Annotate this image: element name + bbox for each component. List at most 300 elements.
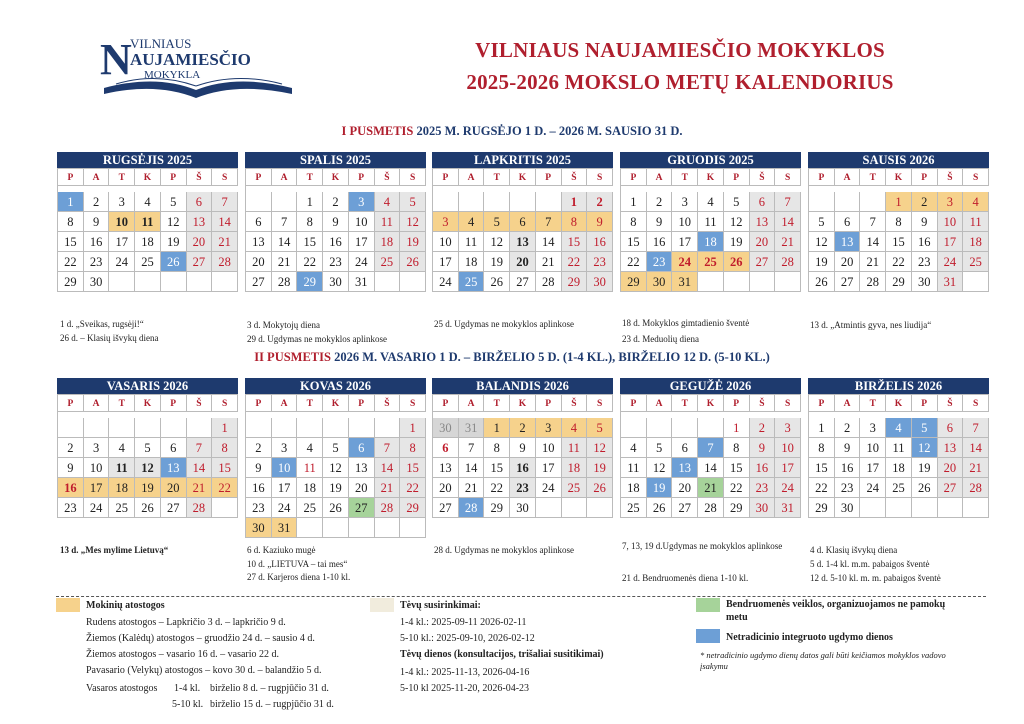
weekday-label: Š: [562, 168, 588, 186]
weekday-label: A: [459, 394, 485, 412]
day-cell: 14: [212, 212, 238, 232]
month-calendar: [620, 378, 801, 518]
weekday-label: K: [323, 394, 349, 412]
note: 10 d. „LIETUVA – tai mes“: [247, 559, 348, 569]
day-cell: [647, 418, 673, 438]
day-cell: 9: [510, 438, 536, 458]
day-cell: 3: [775, 418, 801, 438]
weekday-label: T: [109, 394, 135, 412]
day-cell: 2: [510, 418, 536, 438]
day-cell: 26: [323, 498, 349, 518]
month-calendar: [245, 152, 426, 292]
day-cell: 15: [58, 232, 84, 252]
day-cell: [672, 418, 698, 438]
day-cell: 20: [349, 478, 375, 498]
day-cell: 1: [212, 418, 238, 438]
day-cell: 17: [272, 478, 298, 498]
month-header: BALANDIS 2026: [432, 378, 613, 394]
day-cell: 27: [938, 478, 964, 498]
weekday-label: P: [621, 394, 647, 412]
day-cell: 12: [647, 458, 673, 478]
day-cell: 5: [912, 418, 938, 438]
weekday-label: P: [246, 168, 272, 186]
day-cell: 18: [621, 478, 647, 498]
note: 12 d. 5-10 kl. m. m. pabaigos šventė: [810, 573, 941, 583]
day-cell: 16: [647, 232, 673, 252]
weekday-label: Š: [375, 168, 401, 186]
day-cell: 29: [886, 272, 912, 292]
day-cell: 16: [835, 458, 861, 478]
weekday-label: A: [84, 168, 110, 186]
day-cell: 22: [58, 252, 84, 272]
day-cell: 2: [246, 438, 272, 458]
month-grid: [620, 168, 801, 292]
day-cell: 9: [84, 212, 110, 232]
weekday-label: Š: [187, 394, 213, 412]
day-cell: [349, 518, 375, 538]
day-cell: [587, 498, 613, 518]
day-cell: 1: [621, 192, 647, 212]
day-cell: 15: [484, 458, 510, 478]
day-cell: 7: [459, 438, 485, 458]
weekday-label: P: [912, 394, 938, 412]
day-cell: 4: [459, 212, 485, 232]
day-cell: 6: [161, 438, 187, 458]
day-cell: 10: [860, 438, 886, 458]
month-grid: [432, 394, 613, 518]
weekday-label: S: [212, 168, 238, 186]
day-cell: 26: [912, 478, 938, 498]
day-cell: 14: [272, 232, 298, 252]
day-cell: 2: [323, 192, 349, 212]
day-cell: 7: [536, 212, 562, 232]
semester1-heading: [0, 124, 1024, 139]
day-cell: 15: [297, 232, 323, 252]
weekday-label: K: [510, 394, 536, 412]
day-cell: 13: [938, 438, 964, 458]
day-cell: [400, 518, 426, 538]
note: 27 d. Karjeros diena 1-10 kl.: [247, 572, 351, 582]
weekday-label: Š: [750, 168, 776, 186]
holiday-item: Žiemos (Kalėdų) atostogos – gruodžio 24 d. – sausio 4 d.: [86, 633, 315, 644]
day-cell: 27: [835, 272, 861, 292]
holiday-item: birželio 8 d. – rugpjūčio 31 d.: [210, 683, 329, 694]
day-cell: [724, 272, 750, 292]
day-cell: 27: [246, 272, 272, 292]
day-cell: 9: [835, 438, 861, 458]
day-cell: 7: [860, 212, 886, 232]
day-cell: [375, 418, 401, 438]
weekday-label: T: [297, 394, 323, 412]
day-cell: 5: [647, 438, 673, 458]
day-cell: 16: [58, 478, 84, 498]
month-calendar: [57, 152, 238, 292]
day-cell: 18: [135, 232, 161, 252]
weekday-label: P: [912, 168, 938, 186]
day-cell: 26: [484, 272, 510, 292]
day-cell: 21: [272, 252, 298, 272]
day-cell: 11: [109, 458, 135, 478]
day-cell: 2: [587, 192, 613, 212]
day-cell: 15: [724, 458, 750, 478]
logo-big-n: N: [100, 35, 132, 84]
day-cell: 2: [84, 192, 110, 212]
day-cell: 17: [775, 458, 801, 478]
day-cell: 12: [400, 212, 426, 232]
day-cell: 1: [484, 418, 510, 438]
day-cell: 1: [809, 418, 835, 438]
day-cell: 20: [510, 252, 536, 272]
day-cell: 27: [161, 498, 187, 518]
parents-item: 5-10 kl.: 2025-09-10, 2026-02-12: [400, 633, 535, 644]
day-cell: 8: [297, 212, 323, 232]
community-swatch: [696, 598, 720, 612]
month-header: VASARIS 2026: [57, 378, 238, 394]
note: 13 d. „Atmintis gyva, nes liudija“: [810, 320, 932, 330]
day-cell: 12: [323, 458, 349, 478]
day-cell: 25: [459, 272, 485, 292]
weekday-label: A: [272, 168, 298, 186]
day-cell: 6: [510, 212, 536, 232]
day-cell: [433, 192, 459, 212]
day-cell: 15: [562, 232, 588, 252]
day-cell: 15: [809, 458, 835, 478]
day-cell: 6: [433, 438, 459, 458]
day-cell: 2: [647, 192, 673, 212]
day-cell: 29: [562, 272, 588, 292]
day-cell: [375, 272, 401, 292]
day-cell: 17: [84, 478, 110, 498]
day-cell: 23: [84, 252, 110, 272]
weekday-label: Š: [187, 168, 213, 186]
day-cell: 5: [587, 418, 613, 438]
weekday-label: S: [400, 168, 426, 186]
day-cell: 18: [562, 458, 588, 478]
day-cell: 15: [400, 458, 426, 478]
day-cell: 6: [835, 212, 861, 232]
holiday-item: 1-4 kl.: [174, 683, 201, 694]
day-cell: [84, 418, 110, 438]
day-cell: 29: [484, 498, 510, 518]
logo-line1: VILNIAUS: [130, 36, 192, 51]
day-cell: 29: [724, 498, 750, 518]
day-cell: 9: [246, 458, 272, 478]
day-cell: 3: [672, 192, 698, 212]
day-cell: 21: [187, 478, 213, 498]
month-grid: [57, 168, 238, 292]
month-grid: [808, 168, 989, 292]
day-cell: 4: [963, 192, 989, 212]
month-calendar: [432, 152, 613, 292]
day-cell: 15: [621, 232, 647, 252]
day-cell: 20: [835, 252, 861, 272]
community-label: Bendruomenės veiklos, organizuojamos ne pamokų metu: [726, 599, 946, 623]
day-cell: 16: [246, 478, 272, 498]
day-cell: 25: [886, 478, 912, 498]
weekday-label: K: [886, 394, 912, 412]
day-cell: 19: [912, 458, 938, 478]
month-header: BIRŽELIS 2026: [808, 378, 989, 394]
day-cell: 18: [109, 478, 135, 498]
day-cell: 28: [375, 498, 401, 518]
weekday-label: K: [323, 168, 349, 186]
weekday-label: P: [536, 394, 562, 412]
day-cell: 1: [724, 418, 750, 438]
day-cell: 25: [109, 498, 135, 518]
day-cell: 30: [510, 498, 536, 518]
month-header: KOVAS 2026: [245, 378, 426, 394]
weekday-label: A: [272, 394, 298, 412]
note: 7, 13, 19 d.Ugdymas ne mokyklos aplinkose: [622, 541, 783, 551]
day-cell: 13: [246, 232, 272, 252]
day-cell: 6: [349, 438, 375, 458]
day-cell: 6: [246, 212, 272, 232]
day-cell: [246, 192, 272, 212]
day-cell: 28: [963, 478, 989, 498]
note: 26 d. – Klasių išvykų diena: [60, 333, 159, 343]
day-cell: 25: [375, 252, 401, 272]
weekday-label: P: [58, 394, 84, 412]
day-cell: 27: [672, 498, 698, 518]
day-cell: 5: [323, 438, 349, 458]
note: 4 d. Klasių išvykų diena: [810, 545, 898, 555]
day-cell: 9: [323, 212, 349, 232]
day-cell: [698, 418, 724, 438]
day-cell: 5: [161, 192, 187, 212]
day-cell: 26: [587, 478, 613, 498]
month-header: RUGSĖJIS 2025: [57, 152, 238, 168]
day-cell: [297, 518, 323, 538]
day-cell: 12: [135, 458, 161, 478]
day-cell: 18: [375, 232, 401, 252]
day-cell: 27: [750, 252, 776, 272]
day-cell: [246, 418, 272, 438]
day-cell: 17: [349, 232, 375, 252]
day-cell: 25: [698, 252, 724, 272]
day-cell: 28: [272, 272, 298, 292]
note: 5 d. 1-4 kl. m.m. pabaigos šventė: [810, 559, 930, 569]
day-cell: 9: [587, 212, 613, 232]
day-cell: 31: [938, 272, 964, 292]
day-cell: [835, 192, 861, 212]
day-cell: 1: [886, 192, 912, 212]
day-cell: 5: [400, 192, 426, 212]
month-calendar: [808, 152, 989, 292]
day-cell: 21: [860, 252, 886, 272]
day-cell: 28: [459, 498, 485, 518]
day-cell: 4: [886, 418, 912, 438]
day-cell: 15: [212, 458, 238, 478]
school-logo: [96, 30, 296, 102]
weekday-label: P: [621, 168, 647, 186]
day-cell: 11: [963, 212, 989, 232]
day-cell: 7: [187, 438, 213, 458]
day-cell: 14: [775, 212, 801, 232]
day-cell: 25: [963, 252, 989, 272]
day-cell: [860, 498, 886, 518]
month-grid: [57, 394, 238, 518]
day-cell: 9: [912, 212, 938, 232]
page-title-line2: 2025-2026 MOKSLO METŲ KALENDORIUS: [466, 70, 894, 94]
day-cell: 29: [58, 272, 84, 292]
month-header: SPALIS 2025: [245, 152, 426, 168]
day-cell: 17: [109, 232, 135, 252]
weekday-label: P: [349, 168, 375, 186]
parents-title: Tėvų susirinkimai:: [400, 600, 481, 611]
note: 25 d. Ugdymas ne mokyklos aplinkose: [434, 319, 574, 329]
holiday-item: Pavasario (Velykų) atostogos – kovo 30 d. – balandžio 5 d.: [86, 665, 322, 676]
day-cell: 17: [672, 232, 698, 252]
day-cell: 22: [297, 252, 323, 272]
weekday-label: P: [809, 394, 835, 412]
day-cell: 21: [698, 478, 724, 498]
legend-divider: [56, 596, 986, 597]
vacation-swatch: [56, 598, 80, 612]
holiday-item: birželio 15 d. – rugpjūčio 31 d.: [210, 699, 334, 710]
day-cell: 22: [562, 252, 588, 272]
day-cell: 13: [161, 458, 187, 478]
day-cell: 28: [860, 272, 886, 292]
weekday-label: K: [510, 168, 536, 186]
day-cell: 1: [400, 418, 426, 438]
day-cell: 18: [459, 252, 485, 272]
weekday-label: S: [775, 168, 801, 186]
day-cell: 22: [724, 478, 750, 498]
day-cell: 31: [775, 498, 801, 518]
day-cell: [58, 418, 84, 438]
semester2-heading: [0, 350, 1024, 365]
weekday-label: T: [860, 168, 886, 186]
day-cell: 14: [187, 458, 213, 478]
day-cell: [212, 272, 238, 292]
day-cell: [375, 518, 401, 538]
day-cell: [161, 272, 187, 292]
day-cell: [349, 418, 375, 438]
day-cell: 24: [775, 478, 801, 498]
day-cell: 6: [672, 438, 698, 458]
day-cell: 24: [938, 252, 964, 272]
day-cell: 31: [272, 518, 298, 538]
day-cell: 17: [536, 458, 562, 478]
day-cell: [459, 192, 485, 212]
day-cell: 16: [84, 232, 110, 252]
day-cell: 7: [212, 192, 238, 212]
day-cell: 21: [775, 232, 801, 252]
weekday-label: S: [400, 394, 426, 412]
weekday-label: K: [698, 394, 724, 412]
day-cell: 8: [886, 212, 912, 232]
day-cell: 5: [809, 212, 835, 232]
day-cell: 3: [433, 212, 459, 232]
weekday-label: P: [161, 394, 187, 412]
day-cell: 10: [349, 212, 375, 232]
day-cell: 28: [536, 272, 562, 292]
weekday-label: A: [459, 168, 485, 186]
consult-title: Tėvų dienos (konsultacijos, trišaliai susitikimai): [400, 649, 604, 660]
day-cell: 25: [621, 498, 647, 518]
day-cell: [698, 272, 724, 292]
day-cell: 12: [161, 212, 187, 232]
day-cell: 5: [724, 192, 750, 212]
day-cell: 6: [750, 192, 776, 212]
weekday-label: A: [647, 168, 673, 186]
note: 18 d. Mokyklos gimtadienio šventė: [622, 318, 750, 328]
day-cell: 14: [459, 458, 485, 478]
day-cell: 2: [912, 192, 938, 212]
day-cell: 9: [58, 458, 84, 478]
day-cell: 7: [698, 438, 724, 458]
weekday-label: A: [835, 394, 861, 412]
day-cell: 14: [536, 232, 562, 252]
weekday-label: P: [433, 168, 459, 186]
weekday-label: P: [809, 168, 835, 186]
day-cell: 8: [724, 438, 750, 458]
day-cell: 22: [212, 478, 238, 498]
day-cell: [963, 272, 989, 292]
day-cell: 8: [809, 438, 835, 458]
semester2-dates: 2026 M. VASARIO 1 D. – BIRŽELIO 5 D. (1-4 KL.), BIRŽELIO 12 D. (5-10 KL.): [334, 350, 770, 364]
semester1-label: I PUSMETIS: [341, 124, 414, 138]
day-cell: 19: [135, 478, 161, 498]
day-cell: 26: [400, 252, 426, 272]
day-cell: 10: [109, 212, 135, 232]
day-cell: 19: [647, 478, 673, 498]
day-cell: 31: [349, 272, 375, 292]
day-cell: 26: [724, 252, 750, 272]
book-logo-icon: [96, 30, 296, 102]
day-cell: 20: [433, 478, 459, 498]
semester1-dates: 2025 M. RUGSĖJO 1 D. – 2026 M. SAUSIO 31 D.: [416, 124, 683, 138]
day-cell: 9: [750, 438, 776, 458]
weekday-label: P: [724, 394, 750, 412]
weekday-label: K: [135, 394, 161, 412]
nonformal-label: Netradicinio integruoto ugdymo dienos: [726, 632, 893, 643]
day-cell: 3: [860, 418, 886, 438]
day-cell: 26: [161, 252, 187, 272]
note: 13 d. „Mes mylime Lietuvą“: [60, 545, 169, 555]
note: 1 d. „Sveikas, rugsėji!“: [60, 319, 144, 329]
day-cell: 3: [536, 418, 562, 438]
day-cell: 2: [835, 418, 861, 438]
weekday-label: P: [349, 394, 375, 412]
day-cell: [510, 192, 536, 212]
month-grid: [432, 168, 613, 292]
day-cell: 28: [775, 252, 801, 272]
weekday-label: Š: [938, 394, 964, 412]
day-cell: 23: [912, 252, 938, 272]
day-cell: 1: [562, 192, 588, 212]
weekday-label: P: [536, 168, 562, 186]
day-cell: 31: [459, 418, 485, 438]
day-cell: 20: [938, 458, 964, 478]
weekday-label: S: [587, 168, 613, 186]
day-cell: 19: [587, 458, 613, 478]
parents-item: 1-4 kl.: 2025-09-11 2026-02-11: [400, 617, 527, 628]
day-cell: 27: [349, 498, 375, 518]
weekday-label: T: [672, 394, 698, 412]
day-cell: 27: [187, 252, 213, 272]
note: 23 d. Meduolių diena: [622, 334, 699, 344]
day-cell: 15: [886, 232, 912, 252]
day-cell: 24: [672, 252, 698, 272]
day-cell: 12: [587, 438, 613, 458]
day-cell: 11: [621, 458, 647, 478]
holidays-title: Mokinių atostogos: [86, 600, 165, 611]
day-cell: 12: [724, 212, 750, 232]
day-cell: 22: [809, 478, 835, 498]
day-cell: 23: [647, 252, 673, 272]
day-cell: 24: [84, 498, 110, 518]
